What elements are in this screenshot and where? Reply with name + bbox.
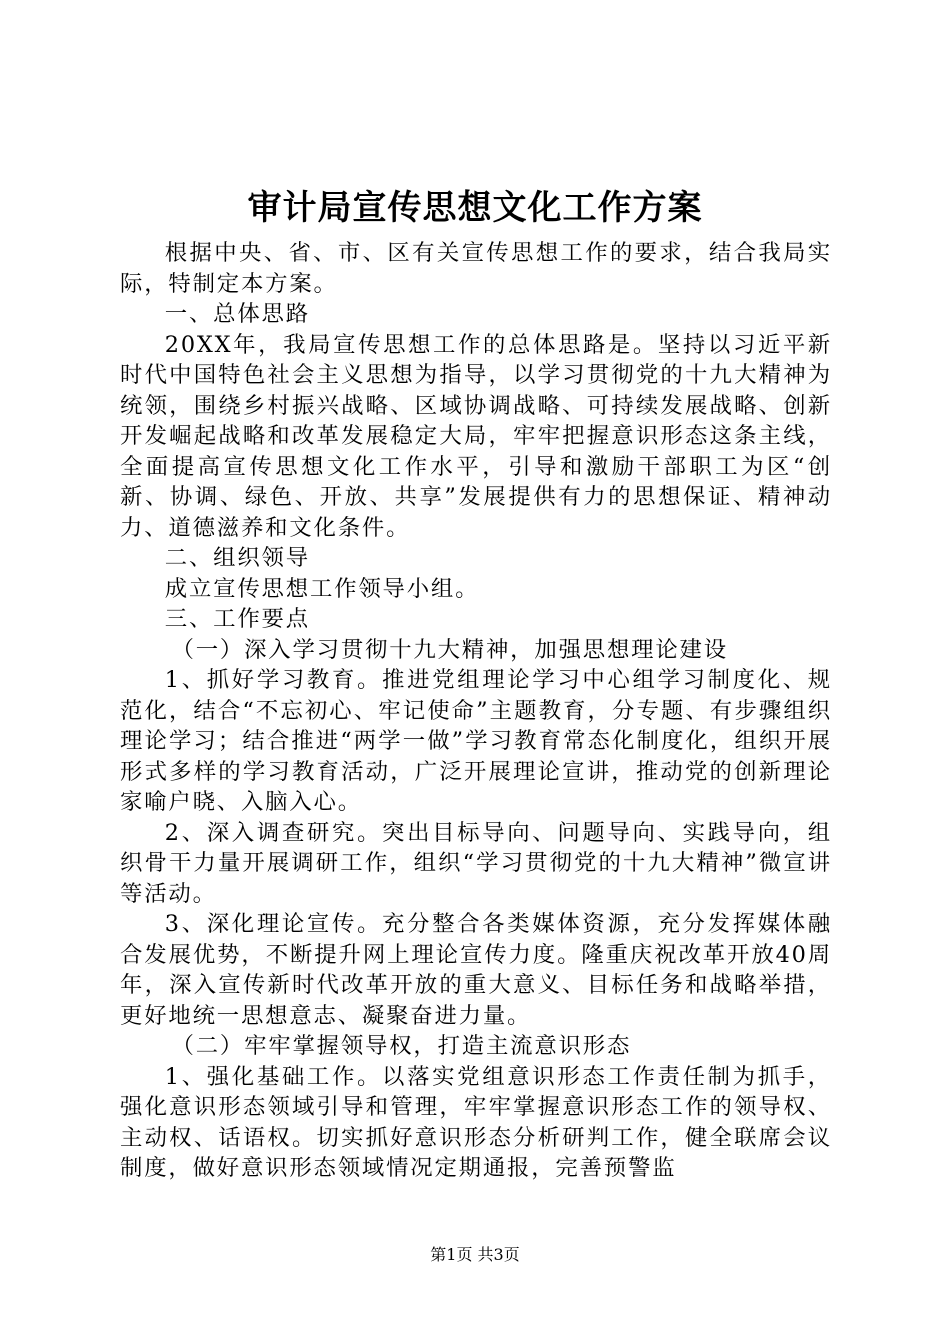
list-item-foundation-work: 1、强化基础工作。以落实党组意识形态工作责任制为抓手，强化意识形态领域引导和管理，牢牢掌握意识形态工作的领导权、主动权、话语权。切实抓好意识形态分析研判工作，健全联席会议制度，做好意识形态领域情况定期通报，完善预警监 bbox=[120, 1063, 832, 1181]
list-item-research: 2、深入调查研究。突出目标导向、问题导向、实践导向，组织骨干力量开展调研工作，组织“学习贯彻党的十九大精神”微宣讲等活动。 bbox=[120, 819, 832, 907]
organization-paragraph: 成立宣传思想工作领导小组。 bbox=[164, 575, 480, 602]
section-heading-key-tasks: 三、工作要点 bbox=[164, 606, 310, 632]
list-item-study-education: 1、抓好学习教育。推进党组理论学习中心组学习制度化、规范化，结合“不忘初心、牢记使命”主题教育，分专题、有步骤组织理论学习；结合推进“两学一做”学习教育常态化制度化，组织开展形式多样的学习教育活动，广泛开展理论宣讲，推动党的创新理论家喻户晓、入脑入心。 bbox=[120, 667, 832, 815]
list-item-theory-publicity: 3、深化理论宣传。充分整合各类媒体资源，充分发挥媒体融合发展优势，不断提升网上理论宣传力度。隆重庆祝改革开放40周年，深入宣传新时代改革开放的重大意义、目标任务和战略举措，更好地统一思想意志、凝聚奋进力量。 bbox=[120, 911, 832, 1029]
section-heading-organization: 二、组织领导 bbox=[164, 545, 310, 571]
subsection-heading-theory: （一）深入学习贯彻十九大精神，加强思想理论建设 bbox=[171, 636, 728, 663]
section-heading-overall-approach: 一、总体思路 bbox=[164, 301, 310, 327]
intro-paragraph: 根据中央、省、市、区有关宣传思想工作的要求，结合我局实际，特制定本方案。 bbox=[120, 240, 832, 297]
document-title: 审计局宣传思想文化工作方案 bbox=[247, 188, 703, 228]
page-number: 第1页 共3页 bbox=[430, 1245, 520, 1264]
subsection-heading-ideology: （二）牢牢掌握领导权，打造主流意识形态 bbox=[171, 1033, 632, 1059]
overall-approach-paragraph: 20XX年，我局宣传思想工作的总体思路是。坚持以习近平新时代中国特色社会主义思想为指导，以学习贯彻党的十九大精神为统领，围绕乡村振兴战略、区域协调战略、可持续发展战略、创新开发崛起战略和改革发展稳定大局，牢牢把握意识形态这条主线，全面提高宣传思想文化工作水平，引导和激励干部职工为区“创新、协调、绿色、开放、共享”发展提供有力的思想保证、精神动力、道德滋养和文化条件。 bbox=[120, 331, 832, 541]
document-body bbox=[120, 238, 832, 1184]
